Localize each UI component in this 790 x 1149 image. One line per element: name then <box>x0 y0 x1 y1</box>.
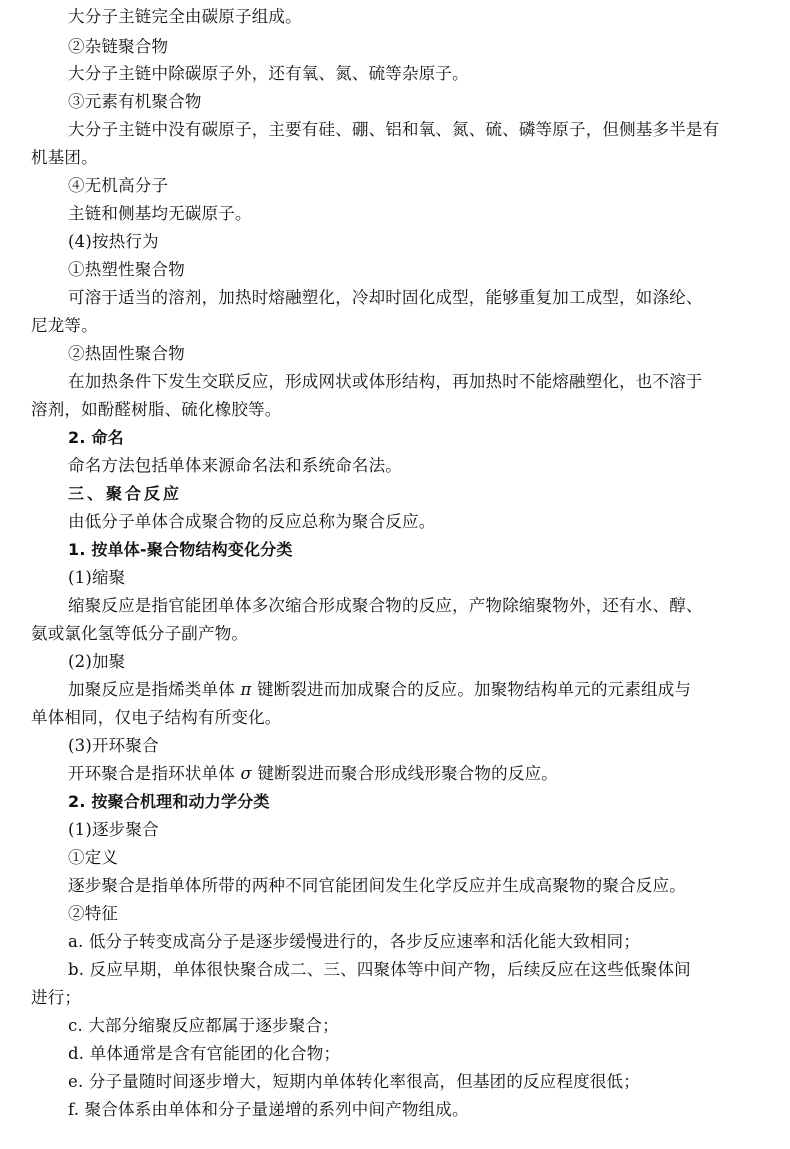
list-item-continuation: 进行； <box>31 988 82 1007</box>
text-line: 大分子主链完全由碳原子组成。 <box>68 7 302 26</box>
section-heading: 2. 命名 <box>68 428 124 447</box>
text-line: 命名方法包括单体来源命名法和系统命名法。 <box>68 456 402 475</box>
text-fragment: 键断裂进而聚合形成线形聚合物的反应。 <box>257 764 558 783</box>
text-line: 溶剂，如酚醛树脂、硫化橡胶等。 <box>31 400 282 419</box>
text-line: 氨或氯化氢等低分子副产物。 <box>31 624 249 643</box>
subheading: ②热固性聚合物 <box>68 344 185 363</box>
text-line: 尼龙等。 <box>31 316 98 335</box>
list-item: c. 大部分缩聚反应都属于逐步聚合； <box>68 1016 339 1035</box>
text-line <box>68 679 691 701</box>
text-line: 由低分子单体合成聚合物的反应总称为聚合反应。 <box>68 512 436 531</box>
section-heading: 2. 按聚合机理和动力学分类 <box>68 792 270 811</box>
text-line: 可溶于适当的溶剂，加热时熔融塑化，冷却时固化成型，能够重复加工成型，如涤纶、 <box>68 288 703 307</box>
text-line: 缩聚反应是指官能团单体多次缩合形成聚合物的反应，产物除缩聚物外，还有水、醇、 <box>68 596 703 615</box>
subheading: ②特征 <box>68 904 119 923</box>
text-line: 大分子主链中除碳原子外，还有氧、氮、硫等杂原子。 <box>68 64 469 83</box>
text-fragment: 键断裂进而加成聚合的反应。加聚物结构单元的元素组成与 <box>256 680 692 699</box>
text-line: 主链和侧基均无碳原子。 <box>68 204 252 223</box>
subheading: (2)加聚 <box>68 652 126 671</box>
list-item: a. 低分子转变成高分子是逐步缓慢进行的，各步反应速率和活化能大致相同； <box>68 932 641 951</box>
list-item: b. 反应早期，单体很快聚合成二、三、四聚体等中间产物，后续反应在这些低聚体间 <box>68 960 691 979</box>
subheading: ④无机高分子 <box>68 176 169 195</box>
text-fragment: 开环聚合是指环状单体 <box>68 764 235 783</box>
text-line <box>68 763 558 785</box>
list-item: f. 聚合体系由单体和分子量递增的系列中间产物组成。 <box>68 1100 469 1119</box>
subheading: (3)开环聚合 <box>68 736 159 755</box>
pi-symbol: π <box>240 680 252 699</box>
text-line: 机基团。 <box>31 148 98 167</box>
text-line: 逐步聚合是指单体所带的两种不同官能团间发生化学反应并生成高聚物的聚合反应。 <box>68 876 686 895</box>
subheading: ①定义 <box>68 848 119 867</box>
list-item: e. 分子量随时间逐步增大，短期内单体转化率很高，但基团的反应程度很低； <box>68 1072 640 1091</box>
text-fragment: 加聚反应是指烯类单体 <box>68 680 235 699</box>
subheading: (1)缩聚 <box>68 568 126 587</box>
text-line: 单体相同，仅电子结构有所变化。 <box>31 708 282 727</box>
sigma-symbol: σ <box>240 764 252 783</box>
chapter-heading: 三、聚合反应 <box>68 484 183 503</box>
subheading: ①热塑性聚合物 <box>68 260 185 279</box>
subheading: (4)按热行为 <box>68 232 159 251</box>
section-heading: 1. 按单体-聚合物结构变化分类 <box>68 540 293 559</box>
text-line: 大分子主链中没有碳原子，主要有硅、硼、铝和氧、氮、硫、磷等原子，但侧基多半是有 <box>68 120 720 139</box>
list-item: d. 单体通常是含有官能团的化合物； <box>68 1044 341 1063</box>
text-line: 在加热条件下发生交联反应，形成网状或体形结构，再加热时不能熔融塑化，也不溶于 <box>68 372 703 391</box>
subheading: (1)逐步聚合 <box>68 820 159 839</box>
subheading: ②杂链聚合物 <box>68 37 169 56</box>
subheading: ③元素有机聚合物 <box>68 92 202 111</box>
